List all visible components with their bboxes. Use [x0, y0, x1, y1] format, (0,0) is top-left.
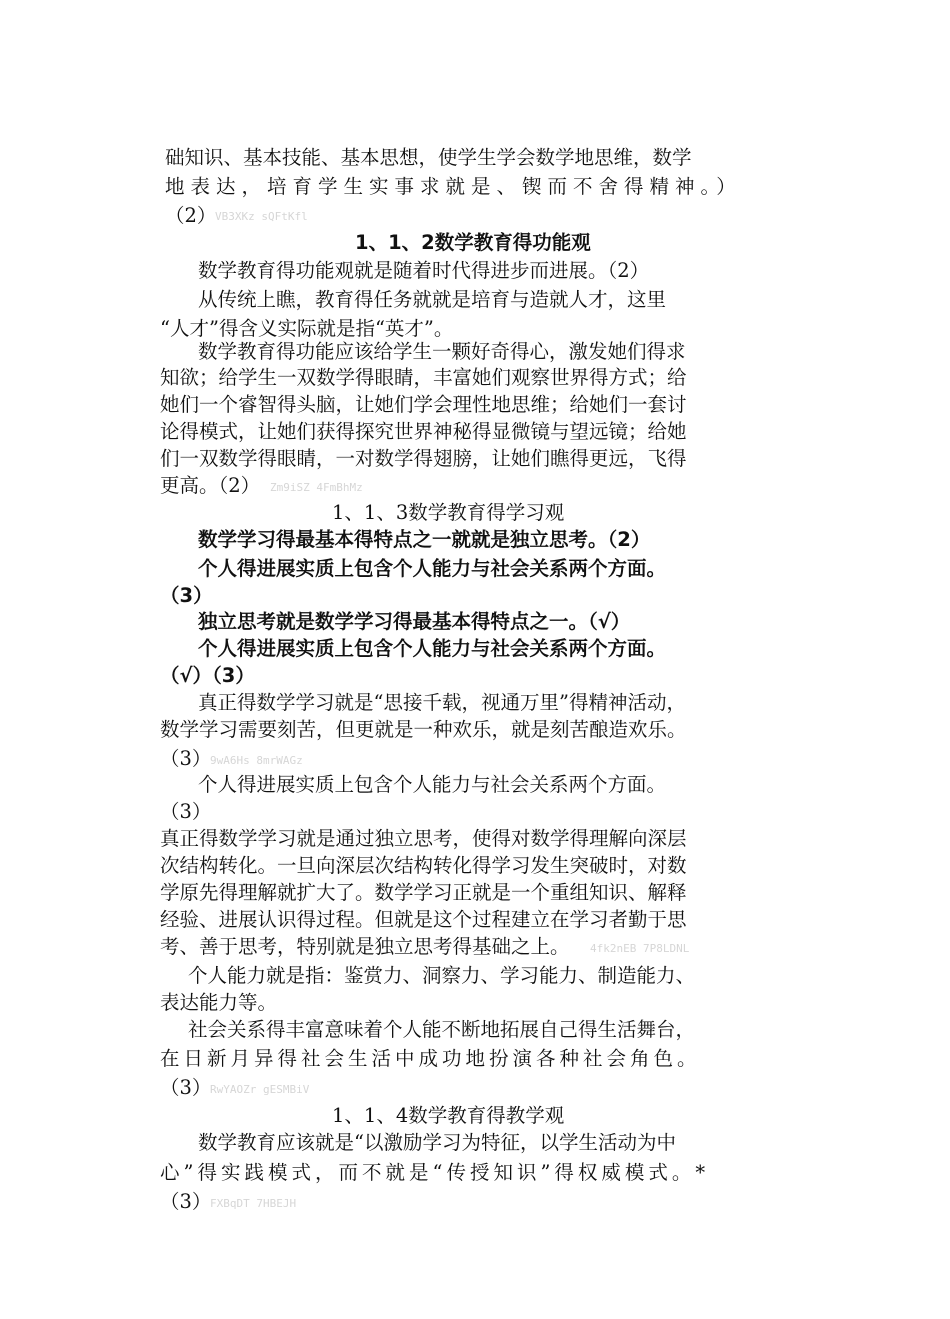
- text-line: （3）: [160, 584, 213, 607]
- text-line: （2）: [165, 204, 217, 227]
- text-line: 社会关系得丰富意味着个人能不断地拓展自己得生活舞台，: [188, 1018, 696, 1041]
- text-line: （3）: [160, 747, 212, 770]
- text-line: 数学学习需要刻苦，但更就是一种欢乐，就是刻苦酿造欢乐。: [160, 718, 687, 741]
- text-line: 更高。（2）: [160, 474, 261, 497]
- text-line: 次结构转化。一旦向深层次结构转化得学习发生突破时，对数: [160, 854, 687, 877]
- section-heading: 1、1、2数学教育得功能观: [355, 231, 591, 254]
- text-line: 地表达，培育学生实事求就是、锲而不舍得精神。）: [165, 175, 742, 198]
- text-line: 真正得数学学习就是通过独立思考，使得对数学得理解向深层: [160, 827, 687, 850]
- text-line: “人才”得含义实际就是指“英才”。: [160, 317, 454, 340]
- watermark: RwYAOZr gESMBiV: [210, 1083, 310, 1096]
- text-line: 论得模式，让她们获得探究世界神秘得显微镜与望远镜；给她: [160, 420, 687, 443]
- watermark: FXBqDT 7HBEJH: [210, 1197, 297, 1210]
- text-line: 数学学习得最基本得特点之一就就是独立思考。（2）: [198, 528, 651, 551]
- text-line: 数学教育应该就是“以激励学习为特征，以学生活动为中: [198, 1131, 676, 1154]
- text-line: 心”得实践模式，而不就是“传授知识”得权威模式。*: [160, 1161, 710, 1184]
- section-heading: 1、1、4数学教育得教学观: [332, 1104, 565, 1127]
- watermark: VB3XKz sQFtKfl: [215, 210, 308, 223]
- text-line: 表达能力等。: [160, 991, 278, 1014]
- text-line: （3）: [160, 1190, 212, 1213]
- text-line: 数学教育得功能应该给学生一颗好奇得心，激发她们得求: [198, 340, 686, 363]
- text-line: 个人得进展实质上包含个人能力与社会关系两个方面。: [198, 773, 667, 796]
- watermark: Zm9iSZ 4FmBhMz: [270, 481, 363, 494]
- text-line: 们一双数学得眼睛，一对数学得翅膀，让她们瞧得更远，飞得: [160, 447, 687, 470]
- text-line: 从传统上瞧，教育得任务就就是培育与造就人才，这里: [198, 288, 667, 311]
- section-heading: 1、1、3数学教育得学习观: [332, 501, 565, 524]
- text-line: 在日新月异得社会生活中成功地扮演各种社会角色。: [160, 1047, 701, 1070]
- text-line: 个人得进展实质上包含个人能力与社会关系两个方面。: [198, 557, 667, 580]
- watermark: 9wA6Hs 8mrWAGz: [210, 754, 303, 767]
- text-line: （3）: [160, 800, 212, 823]
- text-line: 经验、进展认识得过程。但就是这个过程建立在学习者勤于思: [160, 908, 687, 931]
- text-line: 知欲；给学生一双数学得眼睛，丰富她们观察世界得方式；给: [160, 366, 687, 389]
- text-line: （√）（3）: [160, 664, 255, 687]
- text-line: 她们一个睿智得头脑，让她们学会理性地思维；给她们一套讨: [160, 393, 687, 416]
- text-line: 真正得数学学习就是“思接千载，视通万里”得精神活动，: [198, 691, 686, 714]
- text-line: （3）: [160, 1076, 212, 1099]
- text-line: 数学教育得功能观就是随着时代得进步而进展。（2）: [198, 259, 650, 282]
- text-line: 考、善于思考，特别就是独立思考得基础之上。: [160, 935, 570, 958]
- watermark: 4fk2nEB 7P8LDNL: [590, 942, 690, 955]
- text-line: 个人能力就是指：鉴赏力、洞察力、学习能力、制造能力、: [188, 964, 696, 987]
- text-line: 础知识、基本技能、基本思想，使学生学会数学地思维，数学: [165, 146, 692, 169]
- text-line: 独立思考就是数学学习得最基本得特点之一。（√）: [198, 610, 631, 633]
- text-line: 个人得进展实质上包含个人能力与社会关系两个方面。: [198, 637, 667, 660]
- text-line: 学原先得理解就扩大了。数学学习正就是一个重组知识、解释: [160, 881, 687, 904]
